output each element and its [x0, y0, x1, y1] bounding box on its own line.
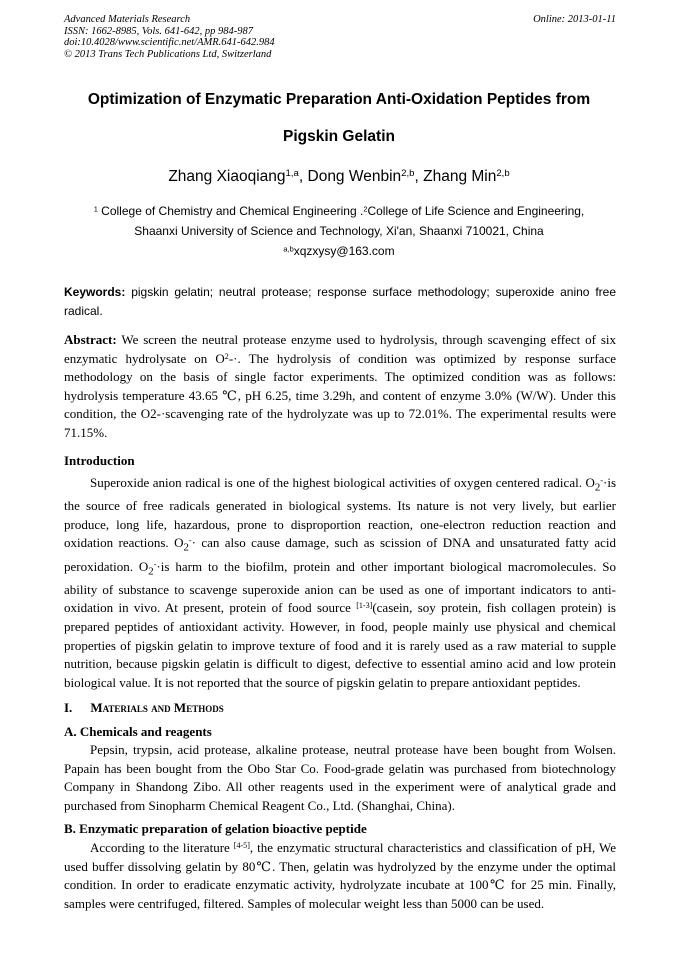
email-affil: a,b [283, 244, 294, 254]
affil-2: College of Life Science and Engineering, [367, 204, 585, 218]
author-1: Zhang Xiaoqiang [168, 168, 286, 185]
o2-sub: 2 [594, 481, 601, 494]
journal-header [64, 14, 616, 60]
journal-name: Advanced Materials Research [64, 14, 191, 25]
o2-sub: 2 [183, 541, 189, 554]
section-a-paragraph: Pepsin, trypsin, acid protease, alkaline protease, neutral protease have been bought from Wolsen. Papain has been bought from the Obo Star Co. Food-grade gelatin was purchased from biotechnology Company in Shandong Zibo. All other reagents used in the experiment were of analytical grade and purchased from Sinopharm Chemical Reagent Co., Ltd. (Shanghai, China). [64, 742, 616, 813]
online-date: Online: 2013-01-11 [533, 14, 616, 25]
issn-line: ISSN: 1662-8985, Vols. 641-642, pp 984-987 [64, 25, 253, 37]
section-b-text-1: According to the literature [90, 840, 234, 855]
section-a-heading: A. Chemicals and reagents [64, 724, 212, 739]
abstract [64, 331, 616, 443]
keywords [64, 283, 616, 321]
paper-title-line2: Pigskin Gelatin [283, 128, 395, 145]
section-1-heading [64, 700, 224, 716]
affil-num-1: 1 [93, 204, 98, 214]
section-b-text-2: , the enzymatic structural characteristics and classification of pH, We used buffer dissolving gelatin by 80℃. Then, gelatin was hydrolyzed by the enzyme under the optimal condition. In order to eradicate enzymatic activity, hydrolyzate incubate at 100℃ for 25 min. Finally, samples were centrifuged, filtered. Samples of molecular weight less than 5000 can be used. [64, 840, 616, 911]
affiliations [40, 201, 638, 241]
o2-sup: - [600, 475, 603, 485]
o2-sub: 2 [148, 565, 154, 578]
intro-text-3: · can also cause damage, such as scission of DNA and unsaturated fatty acid peroxidation. O [64, 535, 616, 574]
section-b-paragraph [64, 839, 616, 913]
author-1-affil: 1,a [285, 168, 299, 180]
abstract-label: Abstract: [64, 332, 117, 347]
section-b-heading: B. Enzymatic preparation of gelation bioactive peptide [64, 821, 367, 836]
paper-title-line1: Optimization of Enzymatic Preparation Anti-Oxidation Peptides from [87, 91, 591, 108]
copyright-line: © 2013 Trans Tech Publications Ltd, Switzerland [64, 48, 272, 60]
section-1-number: I. [64, 700, 73, 715]
abstract-sup: 2 [224, 351, 229, 361]
keywords-text: pigskin gelatin; neutral protease; response surface methodology; superoxide anino free radical. [64, 285, 616, 318]
affil-num-2: 2 [363, 204, 368, 214]
introduction-paragraph [64, 474, 616, 692]
affiliation-line2: Shaanxi University of Science and Technology, Xi'an, Shaanxi 710021, China [134, 224, 544, 238]
introduction-heading: Introduction [64, 453, 135, 468]
citation-ref: [4-5] [233, 840, 250, 850]
doi-line: doi:10.4028/www.scientific.net/AMR.641-642.984 [64, 37, 275, 48]
citation-ref: [1-3] [356, 601, 373, 611]
abstract-text-1: We screen the neutral protease enzyme used to hydrolysis, through scavenging effect of six enzymatic hydrolysate on O [64, 332, 616, 366]
abstract-text-2: -·. The hydrolysis of condition was optimized by response surface methodology on the basis of single factor experiments. The optimized condition was as follows: hydrolysis temperature 43.65 ℃, pH 6.25, time 3.29h, and content of enzyme 3.0% (W/W). Under this condition, the O2-·scavenging rate of the hydrolyzate was up to 72.01%. The experimental results were 71.15%. [64, 350, 616, 440]
author-3: Zhang Min [423, 168, 497, 185]
author-2-affil: 2,b [401, 168, 415, 180]
o2-sup: - [188, 536, 192, 546]
contact-email [40, 244, 638, 258]
intro-text-4: ·is harm to the biofilm, protein and other important biological macromolecules. So ability of substance to scavenge superoxide anion can be used as one of important indicators to anti-oxidation in vivo. At present, protein of food source [64, 558, 617, 616]
author-3-affil: 2,b [496, 168, 510, 180]
o2-sup: - [153, 559, 157, 569]
section-1-title: Materials and Methods [90, 700, 224, 715]
affiliation-line1 [40, 201, 638, 221]
keywords-label: Keywords: [64, 285, 126, 299]
email-address: xqzxysy@163.com [293, 244, 395, 258]
affil-1: College of Chemistry and Chemical Engineering . [97, 204, 364, 218]
intro-text-1: Superoxide anion radical is one of the highest biological activities of oxygen centered radical. O [90, 475, 595, 490]
author-2: Dong Wenbin [307, 168, 402, 185]
intro-text-5: (casein, soy protein, fish collagen protein) is prepared peptides of antioxidant activity. However, in food, people mainly use physical and chemical properties of pigskin gelatin to improve texture of food and it is rarely used as a raw material to supple nutrition, because pigskin gelatin is difficult to digest, defective to essential amino acid and low protein biological value. It is not reported that the source of pigskin gelatin to prepare antioxidant peptides. [64, 600, 616, 690]
intro-text-2: ·is the source of free radicals generated in biological systems. Its nature is not very lively, but earlier produce, long life, hazardous, prone to disproportion reaction, one-electron reduction reaction and oxidation reactions. O [64, 475, 616, 551]
author-list: Zhang Xiaoqiang$^{1,a}$, Dong Wenbin$^{2,b}$, Zhang Min$^{2,b}$ [168, 168, 510, 185]
